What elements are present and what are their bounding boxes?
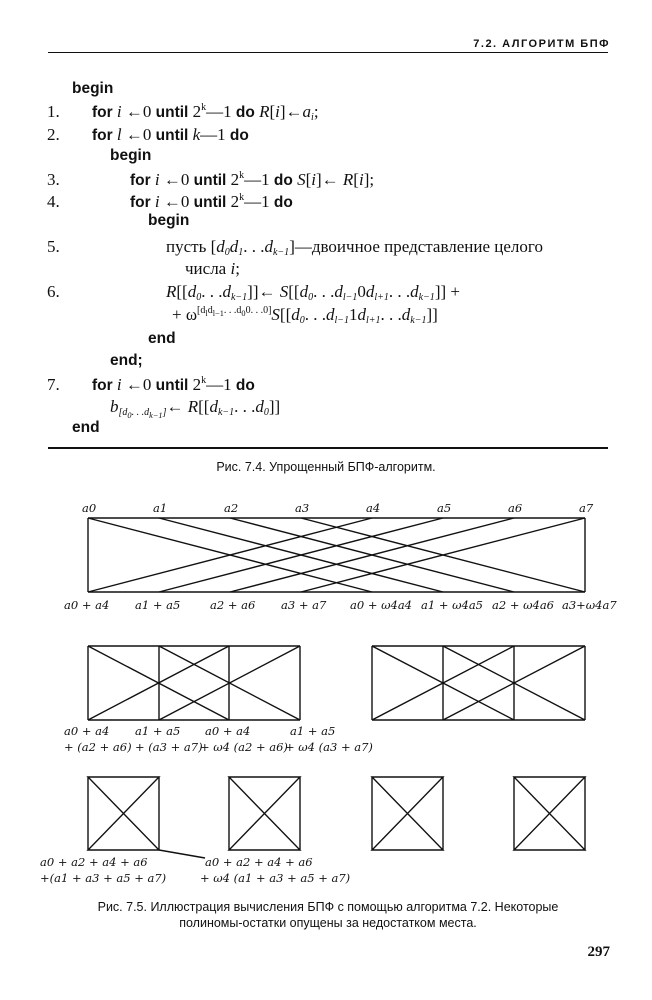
svg-text:a3: a3 — [295, 501, 310, 515]
svg-text:a0: a0 — [82, 501, 97, 515]
algo-line-7: for i ←0 until 2$^k$—1 do — [92, 375, 255, 394]
svg-text:a1 + a5: a1 + a5 — [135, 724, 181, 738]
page-number: 297 — [587, 944, 610, 960]
svg-text:+ (a3 + a7): + (a3 + a7) — [135, 740, 203, 754]
svg-text:a5: a5 — [437, 501, 452, 515]
step-number-2: 2. — [47, 125, 60, 144]
algo-line-2: for l ←0 until k—1 do — [92, 125, 249, 144]
algo-begin-inner2: begin — [148, 212, 190, 229]
svg-text:+ (a2 + a6): + (a2 + a6) — [64, 740, 132, 754]
step-number-1: 1. — [47, 102, 60, 121]
svg-text:+ ω4 (a2 + a6): + ω4 (a2 + a6) — [200, 740, 288, 754]
caption-fig-7-4: Рис. 7.4. Упрощенный БПФ-алгоритм. — [216, 460, 436, 474]
svg-text:a0 + a4: a0 + a4 — [64, 598, 110, 612]
algo-end: end — [72, 419, 100, 436]
algo-line-5: пусть [$d_0d_1$. . $.d_{k-1}]—двоичное$ представление целого — [166, 237, 543, 258]
svg-text:a0 + ω4a4: a0 + ω4a4 — [350, 598, 412, 612]
algo-line-7b: $b_{[d_0. . .d_{k-1}]}\leftarrow$ $R[[d_{k-1}$. . $.d_0$]] — [110, 397, 281, 420]
svg-text:a2: a2 — [224, 501, 239, 515]
algo-line-1: for i ←0 until 2$^k$—1 do $R[i]\leftarrow a_i$; — [92, 102, 319, 123]
algo-line-4: for i ←0 until 2$^k$—1 do — [130, 192, 293, 211]
svg-text:a4: a4 — [366, 501, 381, 515]
svg-text:a1 + a5: a1 + a5 — [290, 724, 336, 738]
svg-text:+(a1 + a3 + a5 + a7): +(a1 + a3 + a5 + a7) — [40, 871, 167, 885]
svg-text:a2 + ω4a6: a2 + ω4a6 — [492, 598, 554, 612]
svg-text:a6: a6 — [508, 501, 523, 515]
svg-text:a0 + a2 + a4 + a6: a0 + a2 + a4 + a6 — [205, 855, 313, 869]
step-number-3: 3. — [47, 170, 60, 189]
step-number-4: 4. — [47, 192, 60, 211]
svg-text:a3 + a7: a3 + a7 — [281, 598, 327, 612]
algo-end-inner: end; — [110, 352, 143, 369]
svg-text:a0 + a2 + a4 + a6: a0 + a2 + a4 + a6 — [40, 855, 148, 869]
algo-begin: begin — [72, 80, 114, 97]
svg-text:a2 + a6: a2 + a6 — [210, 598, 256, 612]
step-number-6: 6. — [47, 282, 60, 301]
algo-line-6b: + $\omega[dldl-1. . .d00. . .0]S[[d_0$. . $.d_{l-1}1d_{l+1}$. . $.d_{k-1}$]] — [172, 305, 438, 326]
algo-end-inner2: end — [148, 330, 176, 347]
step-number-7: 7. — [47, 375, 60, 394]
svg-text:a3+ω4a7: a3+ω4a7 — [562, 598, 617, 612]
algo-line-3: for i ←0 until 2$^k$—1 do S[i]← R[i]; — [130, 170, 375, 189]
algo-line-6: $R[[d_0$. . $.d_{k-1}]]\leftarrow$ $S[[d_0$. . $.d_{l-1}0d_{l+1}$. . $.d_{k-1}$]] + — [166, 282, 460, 303]
caption-fig-7-5: Рис. 7.5. Иллюстрация вычисления БПФ с помощью алгоритма 7.2. Некоторые полиномы-остатки опущены за недостатком места. — [97, 900, 559, 930]
svg-text:a7: a7 — [579, 501, 594, 515]
svg-text:a0 + a4: a0 + a4 — [64, 724, 110, 738]
svg-text:+ ω4 (a1 + a3 + a5 + a7): + ω4 (a1 + a3 + a5 + a7) — [200, 871, 351, 885]
svg-text:a1: a1 — [153, 501, 168, 515]
svg-text:+ ω4 (a3 + a7): + ω4 (a3 + a7) — [285, 740, 373, 754]
algo-line-5b: числа i; — [185, 259, 240, 278]
svg-text:a0 + a4: a0 + a4 — [205, 724, 251, 738]
svg-text:a1 + ω4a5: a1 + ω4a5 — [421, 598, 483, 612]
algo-begin-inner: begin — [110, 147, 152, 164]
step-number-5: 5. — [47, 237, 60, 256]
running-head: 7.2. АЛГОРИТМ БПФ — [473, 38, 610, 50]
svg-text:a1 + a5: a1 + a5 — [135, 598, 181, 612]
